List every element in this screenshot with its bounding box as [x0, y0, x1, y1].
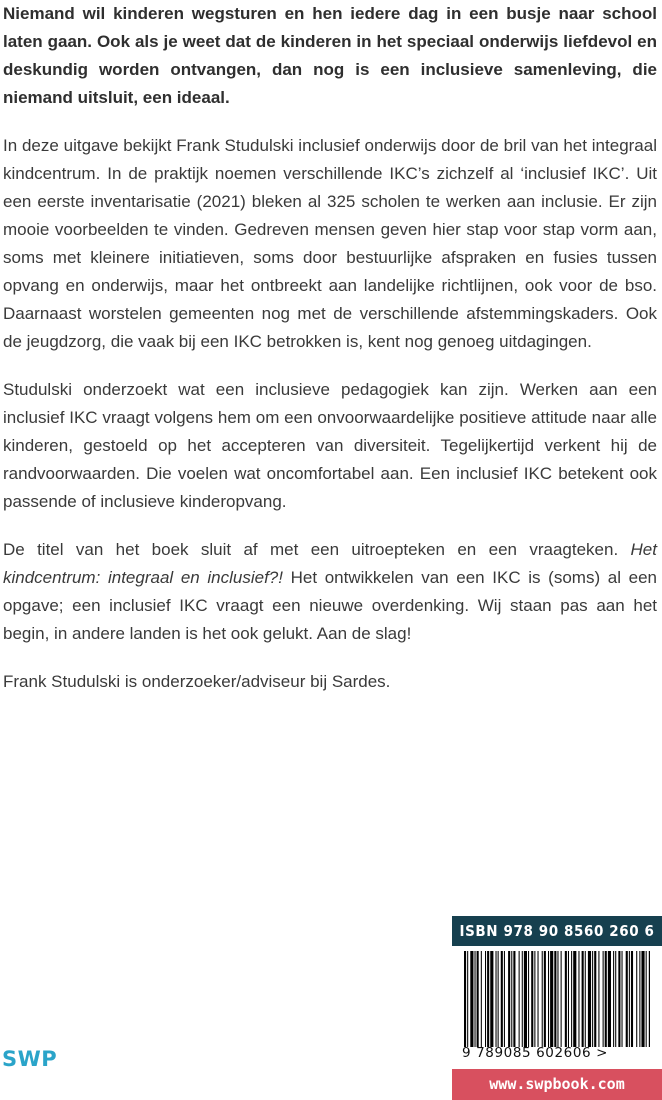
barcode-digits: 9 789085 602606 >	[462, 1045, 609, 1061]
body-text: Studulski onderzoekt wat een inclusieve pedagogiek kan zijn. Werken aan een inclusief IKC vraagt volgens hem om een onvoorwaardelijke positieve attitude naar alle kinderen, gestoeld op het accepteren van diversiteit. Tegelijkertijd verkent hij de randvoorwaarden. Die voelen wat oncomfortabel aan. Een inclusief IKC betekent ook passende of inclusieve kinderopvang.	[3, 380, 657, 511]
isbn-band: ISBN 978 90 8560 260 6	[452, 916, 662, 946]
author-text: Frank Studulski is onderzoeker/adviseur bij Sardes.	[3, 672, 391, 691]
book-title-italic: Het kindcentrum: integraal en inclusief?!	[3, 540, 657, 587]
barcode-icon	[464, 951, 650, 1047]
publisher-logo: SWP	[2, 1047, 58, 1071]
intro-text: Niemand wil kinderen wegsturen en hen iedere dag in een busje naar school laten gaan. Ook als je weet dat de kinderen in het speciaal onderwijs liefdevol en deskundig worden ontvangen, dan nog is een inclusieve samenleving, die niemand uitsluit, een ideaal.	[3, 4, 657, 107]
blurb-text	[3, 0, 657, 696]
body-paragraph-3	[3, 536, 657, 648]
body-paragraph-2	[3, 376, 657, 516]
author-note	[3, 668, 657, 696]
body-text: De titel van het boek sluit af met een uitroepteken en een vraagteken.	[3, 540, 631, 559]
body-text: In deze uitgave bekijkt Frank Studulski inclusief onderwijs door de bril van het integraal kindcentrum. In de praktijk noemen verschillende IKC’s zichzelf al ‘inclusief IKC’. Uit een eerste inventarisatie (2021) bleken al 325 scholen te werken aan inclusie. Er zijn mooie voorbeelden te vinden. Gedreven mensen geven hier stap voor stap vorm aan, soms met kleinere initiatieven, soms door bestuurlijke afspraken en fusies tussen opvang en onderwijs, maar het ontbreekt aan landelijke richtlijnen, ook voor de bso. Daarnaast worstelen gemeenten nog met de verschillende afstemmingskaders. Ook de jeugdzorg, die vaak bij een IKC betrokken is, kent nog genoeg uitdagingen.	[3, 136, 657, 351]
intro-paragraph	[3, 0, 657, 112]
website-url: www.swpbook.com	[452, 1069, 662, 1100]
body-paragraph-1	[3, 132, 657, 356]
body-text: Het ontwikkelen van een IKC is (soms) al een opgave; een inclusief IKC vraagt een nieuwe overdenking. Wij staan pas aan het begin, in andere landen is het ook gelukt. Aan de slag!	[3, 568, 658, 643]
